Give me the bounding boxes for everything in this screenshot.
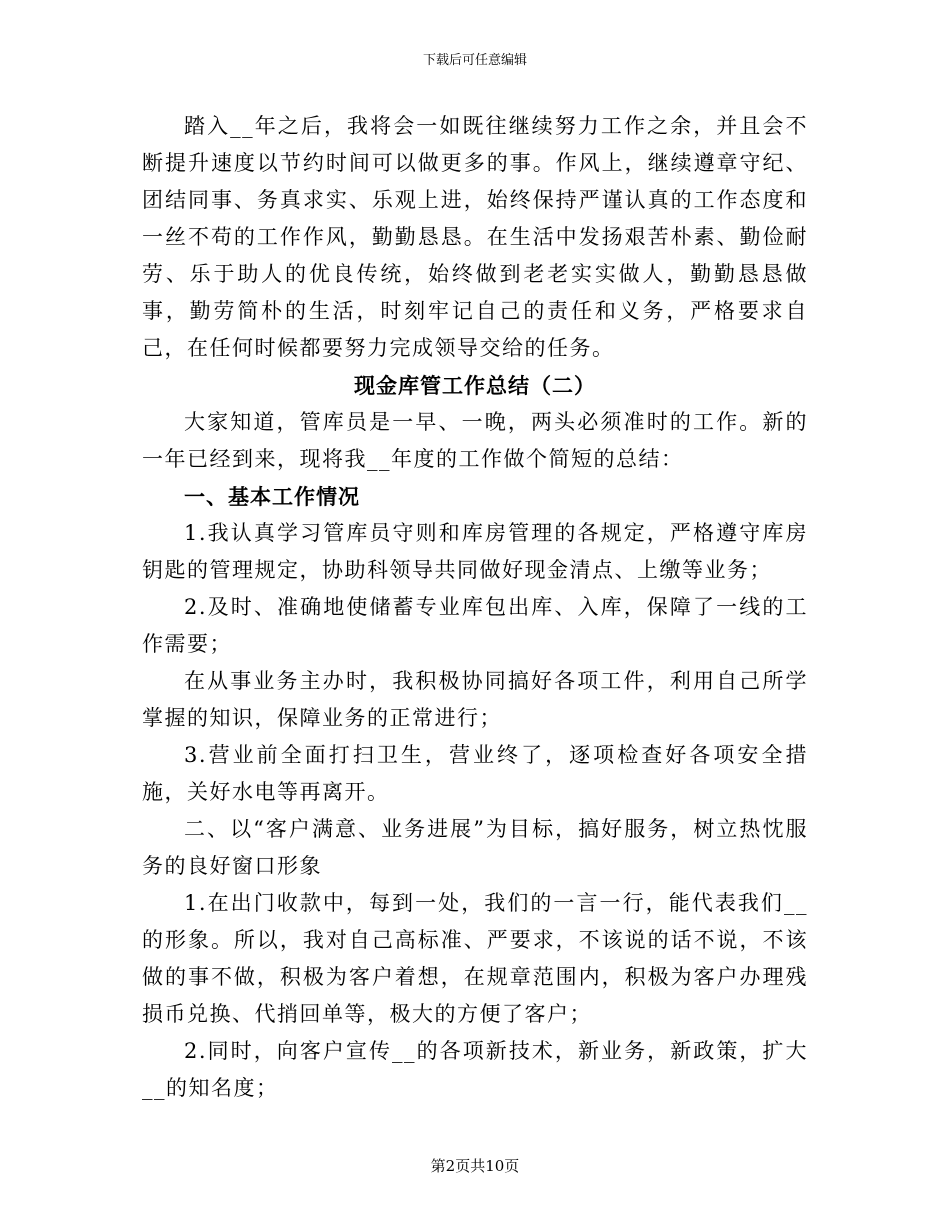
section2-heading: 二、以“客户满意、业务进展”为目标，搞好服务，树立热忱服务的良好窗口形象 (142, 817, 808, 878)
list-item: 2.及时、准确地使储蓄专业库包出库、入库，保障了一线的工作需要； (142, 595, 808, 656)
page-header: 下载后可任意编辑 (422, 53, 527, 68)
opening-paragraph: 大家知道，管库员是一早、一晚，两头必须准时的工作。新的一年已经到来，现将我__年度的工作做个简短的总结： (142, 410, 808, 471)
page-footer: 第2页共10页 (430, 1157, 520, 1175)
document-body (142, 108, 808, 1107)
intro-paragraph: 踏入__年之后，我将会一如既往继续努力工作之余，并且会不断提升速度以节约时间可以做更多的事。作风上，继续遵章守纪、团结同事、务真求实、乐观上进，始终保持严谨认真的工作态度和一丝不苟的工作作风，勤勤恳恳。在生活中发扬艰苦朴素、勤俭耐劳、乐于助人的优良传统，始终做到老老实实做人，勤勤恳恳做事，勤劳简朴的生活，时刻牢记自己的责任和义务，严格要求自己，在任何时候都要努力完成领导交给的任务。 (142, 114, 808, 360)
section-title: 现金库管工作总结（二） (354, 373, 596, 398)
list-item: 1.我认真学习管库员守则和库房管理的各规定，严格遵守库房钥匙的管理规定，协助科领导共同做好现金清点、上缴等业务； (142, 521, 808, 582)
section1-heading: 一、基本工作情况 (184, 484, 360, 509)
list-item: 2.同时，向客户宣传__的各项新技术，新业务，新政策，扩大__的知名度； (142, 1039, 808, 1100)
list-item: 在从事业务主办时，我积极协同搞好各项工件，利用自己所学掌握的知识，保障业务的正常进行； (142, 669, 808, 730)
list-item: 3.营业前全面打扫卫生，营业终了，逐项检查好各项安全措施，关好水电等再离开。 (142, 743, 808, 804)
list-item: 1.在出门收款中，每到一处，我们的一言一行，能代表我们__的形象。所以，我对自己高标准、严要求，不该说的话不说，不该做的事不做，积极为客户着想，在规章范围内，积极为客户办理残损币兑换、代捎回单等，极大的方便了客户； (142, 891, 808, 1026)
